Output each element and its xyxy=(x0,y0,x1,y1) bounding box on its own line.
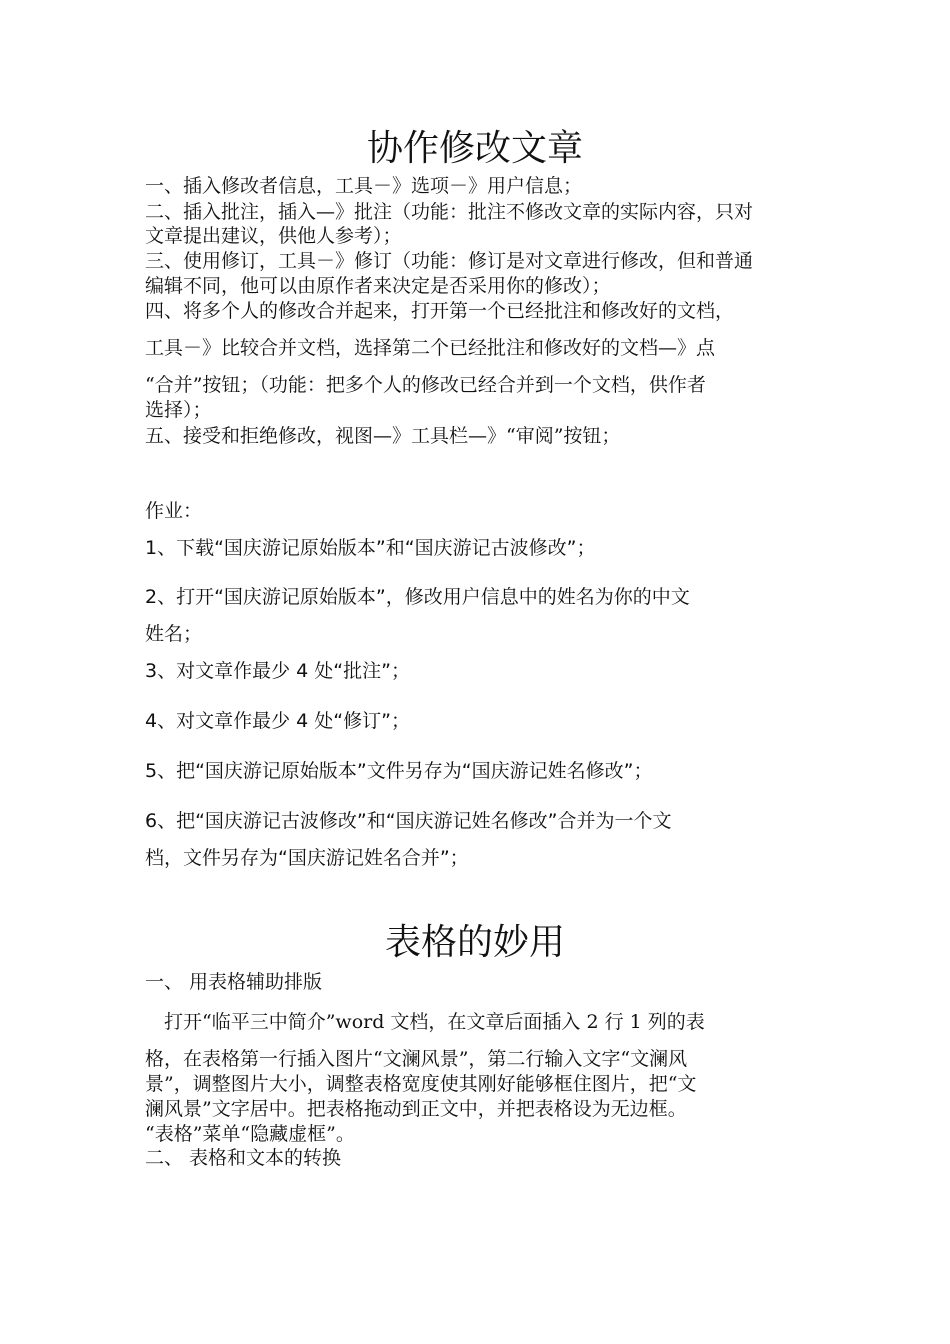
homework-heading: 作业： xyxy=(145,500,203,522)
section-title-table-usage: 表格的妙用 xyxy=(384,922,565,963)
homework-line: 2、打开“国庆游记原始版本”，修改用户信息中的姓名为你的中文 xyxy=(145,586,690,608)
homework-line: 姓名； xyxy=(145,623,203,645)
body-line: 工具－》比较合并文档，选择第二个已经批注和修改好的文档—》点 xyxy=(145,337,716,359)
body-line: 二、插入批注，插入—》批注（功能：批注不修改文章的实际内容，只对 xyxy=(145,201,754,223)
body-line: “表格”菜单“隐藏虚框”。 xyxy=(145,1123,355,1145)
body-line: 景”，调整图片大小，调整表格宽度使其刚好能够框住图片，把“文 xyxy=(145,1073,697,1095)
body-line: 打开“临平三中简介”word 文档，在文章后面插入 2 行 1 列的表 xyxy=(145,1011,705,1033)
homework-line: 5、把“国庆游记原始版本”文件另存为“国庆游记姓名修改”； xyxy=(145,760,653,782)
body-line: 格，在表格第一行插入图片“文澜风景”，第二行输入文字“文澜风 xyxy=(145,1048,688,1070)
homework-line: 4、对文章作最少 4 处“修订”； xyxy=(145,710,410,732)
homework-line: 1、下载“国庆游记原始版本”和“国庆游记古波修改”； xyxy=(145,537,596,559)
body-line: 文章提出建议，供他人参考）； xyxy=(145,225,402,247)
body-line: “合并”按钮；（功能：把多个人的修改已经合并到一个文档，供作者 xyxy=(145,374,706,396)
body-line: 三、使用修订，工具－》修订（功能：修订是对文章进行修改，但和普通 xyxy=(145,250,754,272)
homework-line: 档，文件另存为“国庆游记姓名合并”； xyxy=(145,847,469,869)
section-title-collab-editing: 协作修改文章 xyxy=(366,128,583,169)
body-line: 澜风景”文字居中。把表格拖动到正文中，并把表格设为无边框。 xyxy=(145,1098,687,1120)
body-line: 五、接受和拒绝修改，视图—》工具栏—》“审阅”按钮； xyxy=(145,425,621,447)
body-line: 编辑不同，他可以由原作者来决定是否采用你的修改）； xyxy=(145,275,611,297)
homework-line: 6、把“国庆游记古波修改”和“国庆游记姓名修改”合并为一个文 xyxy=(145,810,672,832)
homework-line: 3、对文章作最少 4 处“批注”； xyxy=(145,660,410,682)
body-line: 选择）； xyxy=(145,399,212,421)
body-line: 一、 用表格辅助排版 xyxy=(145,971,323,993)
body-line: 二、 表格和文本的转换 xyxy=(145,1147,342,1169)
body-line: 四、将多个人的修改合并起来，打开第一个已经批注和修改好的文档， xyxy=(145,300,735,322)
body-line: 一、插入修改者信息，工具－》选项－》用户信息； xyxy=(145,175,583,197)
